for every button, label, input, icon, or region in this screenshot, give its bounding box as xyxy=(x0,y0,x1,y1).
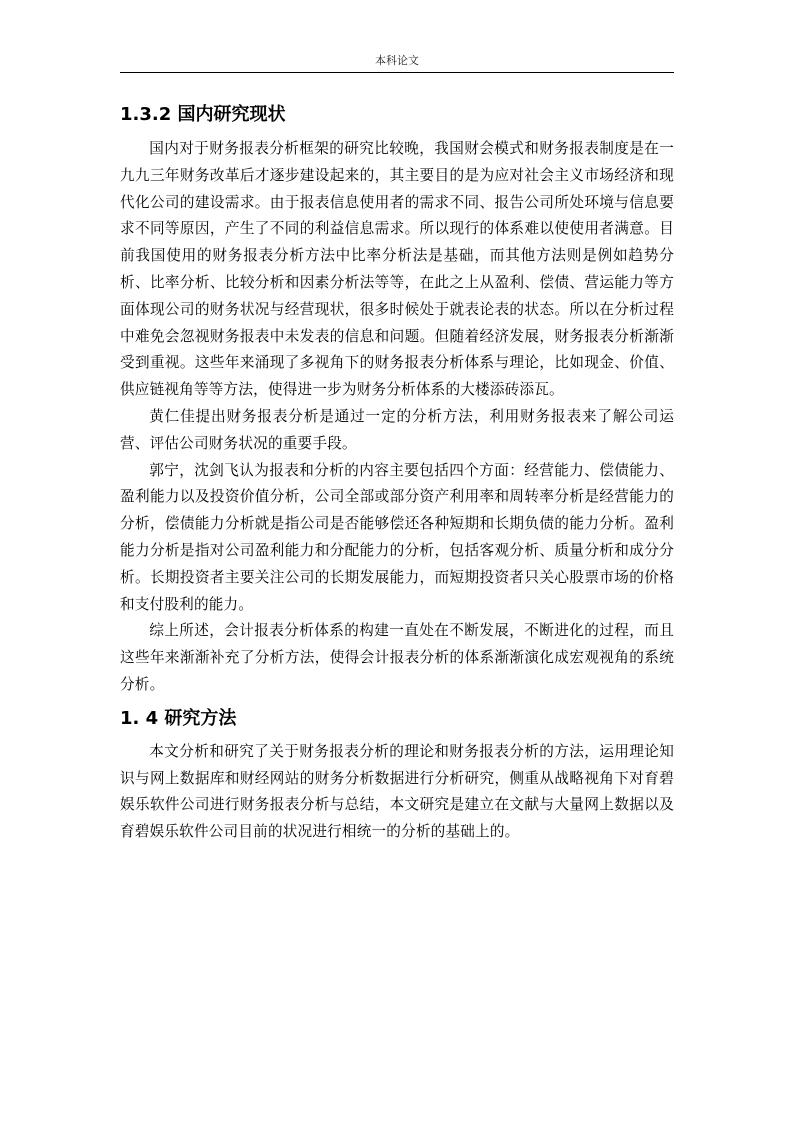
paragraph: 黄仁佳提出财务报表分析是通过一定的分析方法，利用财务报表来了解公司运营、评估公司财务状况的重要手段。 xyxy=(120,407,674,452)
page-header: 本科论文 xyxy=(375,54,419,67)
page-body xyxy=(120,100,674,846)
header-rule xyxy=(120,72,674,73)
paragraph: 郭宁，沈剑飞认为报表和分析的内容主要包括四个方面：经营能力、偿债能力、盈利能力以及投资价值分析，公司全部或部分资产利用率和周转率分析是经营能力的分析，偿债能力分析就是指公司是否能够偿还各种短期和长期负债的能力分析。盈利能力分析是指对公司盈利能力和分配能力的分析，包括客观分析、质量分析和成分分析。长期投资者主要关注公司的长期发展能力，而短期投资者只关心股票市场的价格和支付股利的能力。 xyxy=(120,461,674,613)
paragraph: 综上所述，会计报表分析体系的构建一直处在不断发展，不断进化的过程，而且这些年来渐渐补充了分析方法，使得会计报表分析的体系渐渐演化成宏观视角的系统分析。 xyxy=(120,622,674,693)
paragraph: 国内对于财务报表分析框架的研究比较晚，我国财会模式和财务报表制度是在一九九三年财务改革后才逐步建设起来的，其主要目的是为应对社会主义市场经济和现代化公司的建设需求。由于报表信息使用者的需求不同、报告公司所处环境与信息要求不同等原因，产生了不同的利益信息需求。所以现行的体系难以使使用者满意。目前我国使用的财务报表分析方法中比率分析法是基础，而其他方法则是例如趋势分析、比率分析、比较分析和因素分析法等等，在此之上从盈利、偿债、营运能力等方面体现公司的财务状况与经营现状，很多时候处于就表论表的状态。所以在分析过程中难免会忽视财务报表中未发表的信息和问题。但随着经济发展，财务报表分析渐渐受到重视。这些年来涌现了多视角下的财务报表分析体系与理论，比如现金、价值、供应链视角等等方法，使得进一步为财务分析体系的大楼添砖添瓦。 xyxy=(120,140,674,399)
section-heading-1-4: 1. 4 研究方法 xyxy=(120,707,237,729)
section-heading-1-3-2: 1.3.2 国内研究现状 xyxy=(120,104,286,125)
paragraph: 本文分析和研究了关于财务报表分析的理论和财务报表分析的方法，运用理论知识与网上数据库和财经网站的财务分析数据进行分析研究，侧重从战略视角下对育碧娱乐软件公司进行财务报表分析与总结，本文研究是建立在文献与大量网上数据以及育碧娱乐软件公司目前的状况进行相统一的分析的基础上的。 xyxy=(120,742,674,841)
